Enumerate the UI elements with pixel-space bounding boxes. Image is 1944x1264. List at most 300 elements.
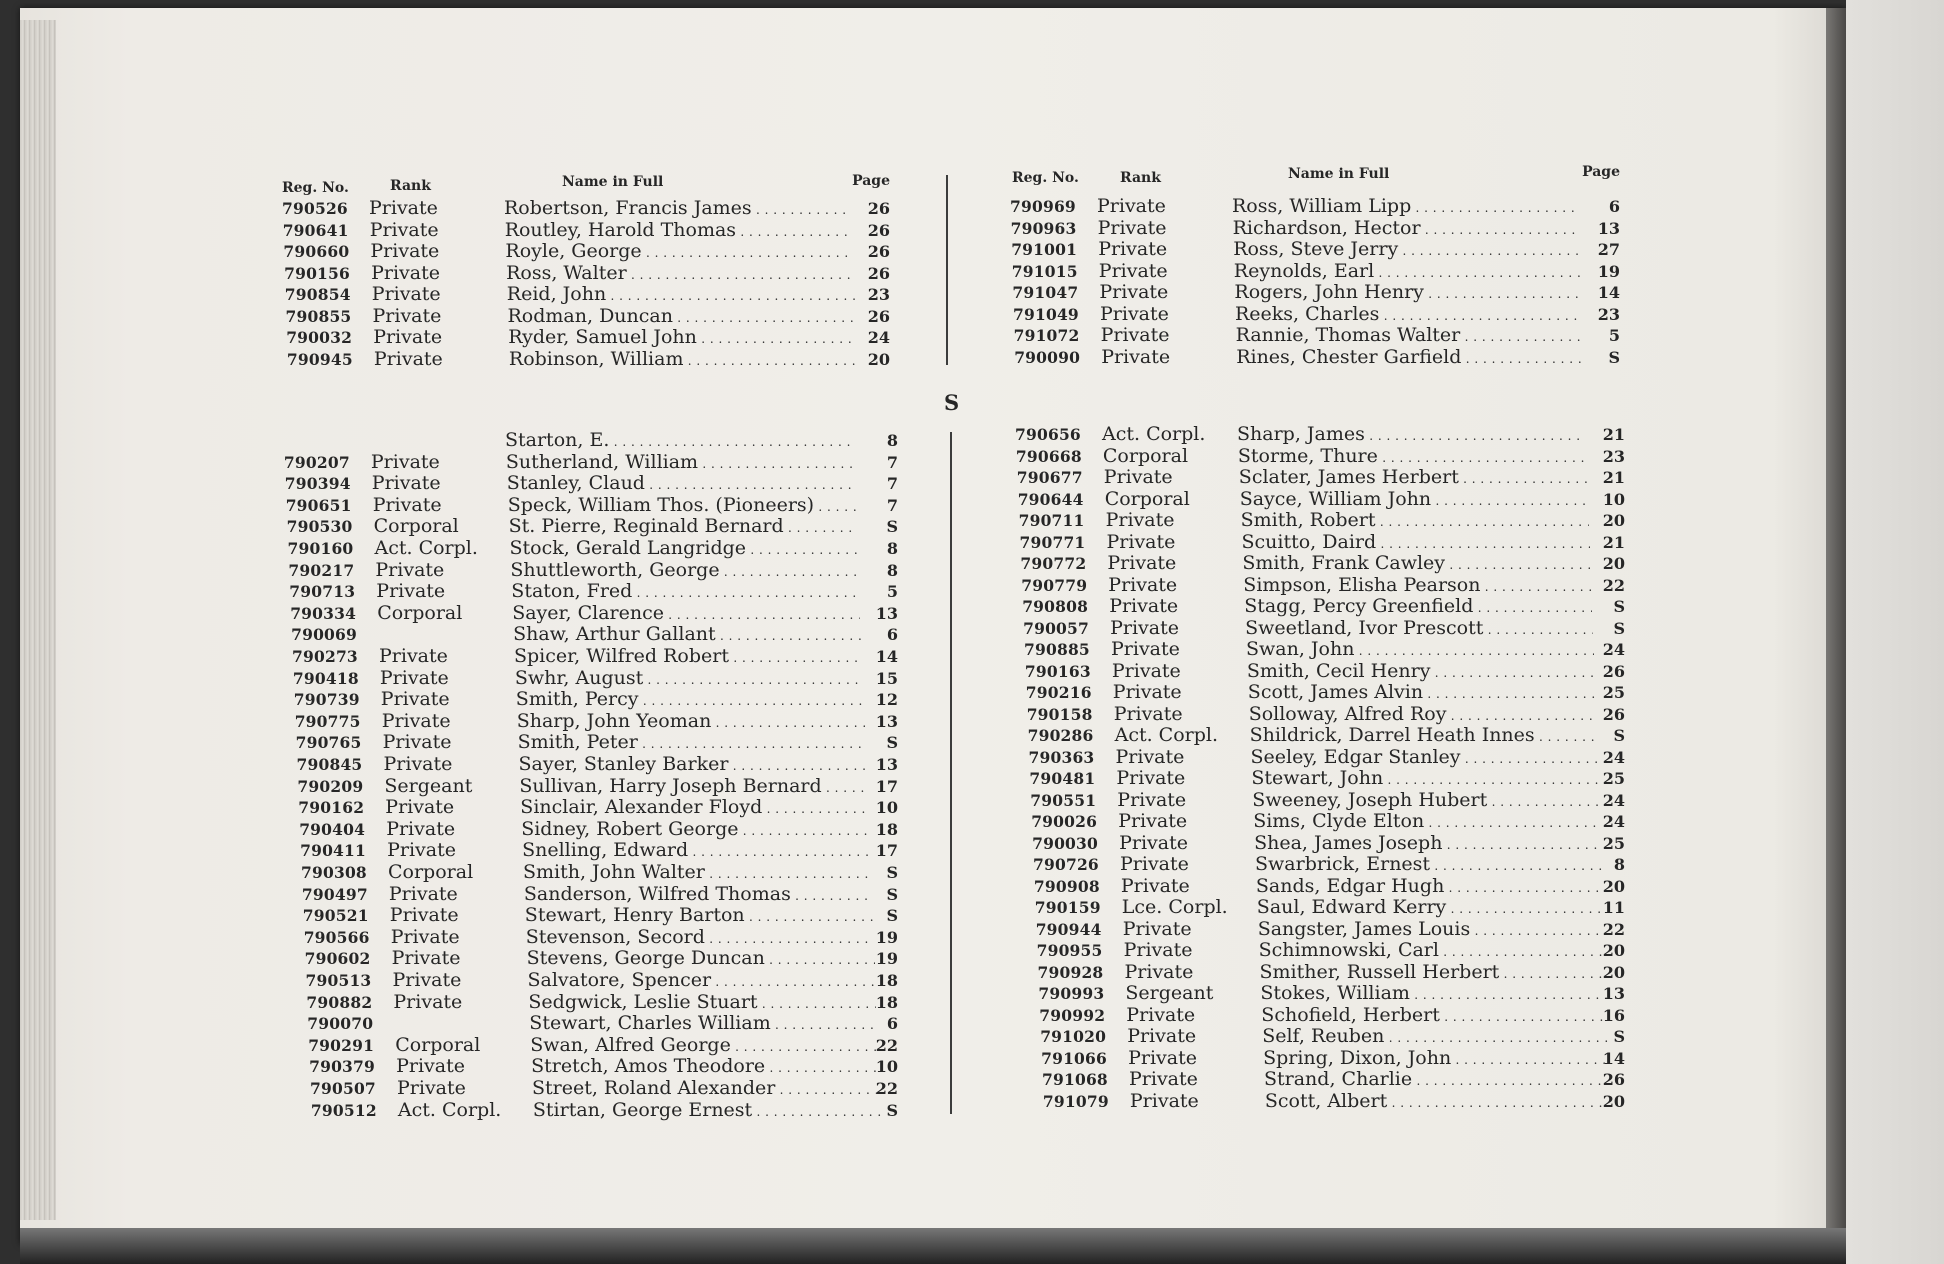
- table-row: [296, 732, 898, 753]
- name-cell: Sclater, James Herbert . . .: [1239, 467, 1587, 490]
- table-row: [1010, 196, 1620, 217]
- table-row: [1043, 1091, 1625, 1112]
- page-cell: S: [886, 1100, 898, 1120]
- page-cell: 8: [886, 560, 898, 580]
- page-cell: 22: [875, 1079, 898, 1098]
- name-cell: Smith, Cecil Henry . . .: [1247, 661, 1595, 684]
- reg-no-cell: 790526: [282, 199, 348, 218]
- reg-no-cell: 790845: [296, 755, 363, 774]
- page-cell: 10: [875, 798, 898, 818]
- table-row: [285, 284, 890, 305]
- name-cell: Snelling, Edward . . .: [522, 840, 870, 863]
- name-cell: Staton, Fred . . .: [511, 581, 859, 604]
- page-cell: 14: [1597, 283, 1620, 302]
- book-edge: [1826, 8, 1846, 1244]
- reg-no-cell: 790404: [299, 819, 366, 839]
- name-cell: Stokes, William . . .: [1260, 983, 1608, 1006]
- page-cell: S: [1613, 1027, 1625, 1046]
- name-cell: Stewart, John . . .: [1251, 768, 1599, 791]
- name-cell: Sweeney, Joseph Hubert . . .: [1252, 790, 1600, 813]
- table-row: [1032, 833, 1625, 854]
- page-cell: 20: [1602, 511, 1625, 530]
- name-cell: Self, Reuben . . .: [1262, 1026, 1610, 1049]
- reg-no-cell: 791072: [1013, 326, 1080, 345]
- name-cell: Sullivan, Harry Joseph Bernard . . .: [519, 776, 867, 799]
- table-row: [1031, 811, 1625, 832]
- name-cell: Scuitto, Daird . . .: [1242, 532, 1590, 555]
- table-row: [310, 1078, 898, 1099]
- rank-cell: Private: [380, 688, 450, 711]
- name-header: Name in Full: [1288, 166, 1390, 182]
- page-cell: 17: [875, 776, 898, 796]
- reg-no-cell: 790908: [1033, 876, 1100, 896]
- rank-cell: Private: [1113, 702, 1183, 725]
- name-cell: Rodman, Duncan . . .: [508, 306, 856, 329]
- name-cell: Robertson, Francis James . . .: [504, 198, 852, 221]
- page-cell: 20: [1602, 962, 1625, 982]
- rank-cell: Private: [381, 709, 451, 732]
- rank-cell: Private: [1127, 1025, 1197, 1047]
- table-row: [305, 948, 898, 969]
- table-row: [290, 603, 898, 624]
- name-cell: Smith, Peter . . .: [518, 732, 866, 755]
- rank-cell: Private: [1108, 573, 1178, 596]
- rank-cell: Private: [1107, 552, 1177, 574]
- name-cell: Seeley, Edgar Stanley . . .: [1251, 747, 1599, 770]
- name-cell: Spring, Dixon, John . . .: [1263, 1048, 1611, 1071]
- page-cell: 24: [1602, 747, 1625, 767]
- rank-cell: Private: [1111, 638, 1180, 660]
- page-cell: 17: [875, 841, 898, 861]
- reg-no-cell: 790273: [292, 647, 358, 666]
- name-cell: Smither, Russell Herbert . . .: [1260, 962, 1608, 985]
- s-right-table: [1015, 424, 1625, 1124]
- reg-no-cell: 790765: [295, 733, 362, 753]
- rank-cell: Private: [1105, 509, 1175, 531]
- name-cell: Ross, William Lipp . . .: [1232, 196, 1580, 219]
- page-cell: 13: [875, 603, 898, 623]
- table-row: [1012, 282, 1620, 303]
- reg-no-cell: 790808: [1022, 597, 1089, 616]
- rank-cell: Private: [1109, 595, 1179, 617]
- table-row: [1016, 446, 1625, 467]
- table-row: [1039, 1005, 1625, 1026]
- name-cell: Sidney, Robert George . . .: [521, 819, 869, 842]
- name-cell: Salvatore, Spencer . . .: [528, 970, 876, 993]
- page-cell: 21: [1602, 468, 1625, 487]
- rank-cell: Private: [386, 817, 456, 840]
- rank-header: Rank: [390, 178, 431, 194]
- name-cell: Stewart, Charles William . . .: [529, 1013, 877, 1036]
- reg-no-cell: 791015: [1011, 261, 1078, 281]
- reg-no-cell: 790334: [290, 603, 357, 623]
- reg-no-header: Reg. No.: [282, 180, 349, 196]
- reg-no-cell: 790660: [283, 242, 350, 261]
- table-row: [1028, 725, 1625, 746]
- table-row: [1029, 768, 1625, 789]
- page-cell: 18: [875, 992, 898, 1012]
- rank-cell: Private: [1118, 810, 1188, 832]
- page-cell: 5: [1608, 326, 1620, 345]
- name-cell: Smith, Percy . . .: [516, 689, 864, 712]
- name-cell: Stevens, George Duncan . . .: [527, 948, 875, 971]
- page-cell: 23: [1597, 304, 1620, 324]
- table-row: [283, 430, 898, 451]
- page-cell: 26: [867, 263, 890, 283]
- page-cell: 19: [875, 927, 898, 947]
- reg-no-cell: 790677: [1016, 468, 1083, 487]
- reg-no-cell: 790772: [1020, 554, 1087, 573]
- table-row: [306, 992, 898, 1013]
- rank-cell: Private: [389, 904, 459, 927]
- rank-cell: Private: [1120, 853, 1189, 875]
- reg-no-cell: 790481: [1029, 769, 1096, 788]
- reg-no-cell: 790992: [1039, 1005, 1106, 1025]
- page-cell: 25: [1602, 833, 1625, 853]
- page-cell: 10: [875, 1057, 898, 1077]
- table-row: [298, 797, 898, 818]
- page-cell: 20: [1602, 876, 1625, 896]
- rank-cell: Private: [1097, 195, 1166, 217]
- page-cell: 24: [1602, 640, 1625, 659]
- name-cell: Sanderson, Wilfred Thomas . . .: [524, 884, 872, 907]
- page-cell: 22: [1602, 919, 1625, 939]
- reg-no-cell: 790162: [298, 798, 365, 818]
- name-header: Name in Full: [562, 174, 664, 190]
- rank-cell: Private: [396, 1055, 465, 1078]
- reg-no-cell: 790928: [1037, 962, 1104, 982]
- page-cell: 23: [1602, 446, 1625, 466]
- page-cell: 14: [875, 647, 898, 666]
- rank-cell: Corporal: [1104, 487, 1190, 510]
- page-cell: 26: [867, 242, 890, 261]
- r-left-table: [282, 173, 890, 378]
- page-cell: 13: [1602, 984, 1625, 1003]
- table-row: [1038, 983, 1625, 1004]
- rank-cell: Private: [1115, 745, 1185, 768]
- page-cell: 13: [1597, 218, 1620, 238]
- reg-no-cell: 790775: [294, 711, 361, 731]
- reg-no-cell: 790507: [310, 1079, 376, 1098]
- reg-no-cell: 790530: [286, 517, 353, 537]
- rank-cell: Act. Corpl.: [374, 537, 478, 559]
- name-cell: Spicer, Wilfred Robert . . .: [514, 646, 862, 669]
- table-row: [283, 241, 890, 262]
- table-row: [301, 862, 898, 883]
- rank-cell: Private: [1098, 238, 1168, 260]
- rank-cell: Private: [1111, 659, 1181, 682]
- rank-cell: Corporal: [388, 861, 474, 883]
- name-cell: Royle, George . . .: [505, 241, 853, 264]
- bottom-shadow: [20, 1228, 1846, 1264]
- page-cell: 23: [867, 285, 890, 304]
- name-cell: Sharp, James . . .: [1237, 424, 1585, 447]
- name-cell: Ross, Walter . . .: [506, 263, 854, 286]
- reg-no-cell: 790418: [292, 668, 359, 688]
- reg-no-cell: 790291: [308, 1035, 375, 1055]
- rank-cell: Private: [1112, 681, 1182, 703]
- table-row: [1035, 897, 1625, 918]
- rank-cell: Private: [385, 796, 455, 819]
- name-cell: Stevenson, Secord . . .: [526, 927, 874, 950]
- reg-no-cell: 790217: [288, 560, 355, 580]
- table-row: [1020, 532, 1626, 553]
- reg-no-cell: 790551: [1030, 790, 1097, 810]
- table-row: [308, 1035, 898, 1056]
- reg-no-cell: 790159: [1034, 898, 1101, 917]
- rank-cell: Private: [393, 990, 463, 1013]
- table-row: [282, 198, 890, 219]
- page-cell: 21: [1602, 532, 1625, 552]
- page-cell: 24: [1602, 790, 1625, 810]
- table-row: [1033, 854, 1625, 875]
- table-row: [297, 754, 899, 775]
- table-row: [1026, 682, 1625, 703]
- rank-cell: Private: [369, 218, 439, 241]
- table-row: [284, 452, 898, 473]
- reg-no-cell: 790497: [301, 884, 368, 904]
- rank-cell: Private: [1098, 259, 1168, 282]
- rank-cell: Corporal: [395, 1033, 481, 1056]
- rank-cell: Private: [387, 839, 456, 862]
- rank-cell: Private: [373, 326, 443, 348]
- rank-cell: Private: [1129, 1068, 1198, 1090]
- page-cell: 19: [875, 949, 898, 969]
- name-cell: Sutherland, William . . .: [506, 452, 854, 475]
- reg-no-cell: 790656: [1015, 425, 1081, 444]
- table-row: [1041, 1048, 1625, 1069]
- reg-no-cell: 790411: [300, 841, 367, 861]
- rank-cell: Private: [1100, 324, 1170, 346]
- page-header: Page: [1582, 164, 1620, 180]
- page-cell: 14: [1602, 1048, 1625, 1068]
- name-cell: Scott, James Alvin . . .: [1248, 682, 1596, 705]
- table-row: [285, 473, 898, 494]
- name-cell: Robinson, William . . .: [509, 349, 857, 372]
- rank-cell: Private: [372, 304, 442, 327]
- table-row: [1014, 325, 1620, 346]
- page-cell: 20: [867, 349, 890, 369]
- rank-cell: Private: [1097, 216, 1167, 239]
- table-row: [304, 927, 898, 948]
- page-cell: S: [1613, 618, 1625, 638]
- table-row: [294, 689, 898, 710]
- table-row: [1015, 424, 1625, 445]
- rank-cell: Private: [375, 558, 445, 581]
- name-cell: Shildrick, Darrel Heath Innes . . .: [1250, 725, 1598, 748]
- reg-no-cell: 791066: [1041, 1048, 1108, 1068]
- table-row: [1020, 553, 1625, 574]
- name-cell: Simpson, Elisha Pearson . . .: [1243, 575, 1591, 598]
- rank-cell: Corporal: [1102, 444, 1189, 467]
- table-row: [287, 516, 898, 537]
- table-row: [1014, 347, 1620, 368]
- rank-cell: Private: [1117, 788, 1187, 811]
- reg-no-cell: 790163: [1024, 661, 1091, 681]
- column-rule-upper: [946, 175, 948, 365]
- rank-cell: Private: [1106, 530, 1176, 553]
- page-cell: 24: [867, 328, 890, 347]
- table-row: [286, 327, 890, 348]
- table-row: [303, 905, 898, 926]
- reg-no-cell: 790513: [305, 971, 372, 990]
- rank-cell: Sergeant: [384, 774, 473, 797]
- reg-no-cell: 790668: [1015, 446, 1082, 466]
- name-cell: Rogers, John Henry . . .: [1234, 282, 1582, 305]
- name-cell: Sayce, William John . . .: [1240, 489, 1588, 512]
- reg-no-cell: 790379: [309, 1057, 376, 1077]
- reg-no-cell: 790854: [284, 285, 351, 304]
- table-row: [1025, 661, 1625, 682]
- name-cell: Smith, Frank Cawley . . .: [1242, 553, 1590, 576]
- page-header: Page: [852, 173, 890, 189]
- name-cell: Saul, Edward Kerry . . .: [1257, 897, 1605, 920]
- name-cell: Stretch, Amos Theodore . . .: [531, 1056, 879, 1079]
- page-cell: 20: [1602, 1091, 1625, 1111]
- rank-cell: Private: [373, 347, 443, 370]
- rank-cell: Private: [379, 666, 449, 689]
- rank-cell: Private: [1099, 281, 1169, 303]
- reg-no-cell: 791068: [1042, 1070, 1108, 1089]
- name-cell: Shuttleworth, George . . .: [510, 560, 858, 583]
- table-row: [300, 840, 898, 861]
- table-row: [311, 1100, 898, 1121]
- name-cell: Reid, John . . .: [507, 284, 855, 307]
- page-cell: 20: [1602, 554, 1625, 573]
- rank-cell: Private: [1110, 616, 1179, 639]
- table-row: [1012, 261, 1620, 282]
- name-cell: Solloway, Alfred Roy . . .: [1249, 704, 1597, 727]
- rank-cell: Private: [371, 472, 441, 495]
- reg-no-cell: 790026: [1031, 812, 1098, 831]
- table-row: [1011, 218, 1620, 239]
- rank-cell: Private: [382, 731, 452, 754]
- page-cell: 8: [886, 539, 898, 558]
- page-cell: 21: [1602, 425, 1625, 444]
- name-cell: Stock, Gerald Langridge . . .: [510, 538, 858, 561]
- name-cell: Swarbrick, Ernest . . .: [1255, 854, 1603, 877]
- next-page-strip: [1846, 0, 1944, 1264]
- page-cell: 26: [1602, 661, 1625, 681]
- page-cell: 13: [875, 711, 898, 731]
- rank-cell: Private: [1119, 831, 1188, 854]
- rank-cell: Corporal: [373, 515, 459, 538]
- rank-cell: Private: [390, 925, 460, 948]
- reg-no-cell: 791020: [1040, 1027, 1107, 1046]
- page-cell: 13: [875, 755, 898, 774]
- page-cell: 26: [1602, 1070, 1625, 1089]
- page-cell: S: [886, 733, 898, 753]
- name-cell: Swan, John . . .: [1246, 639, 1594, 662]
- page-cell: S: [886, 517, 898, 537]
- table-row: [283, 220, 890, 241]
- name-cell: St. Pierre, Reginald Bernard . . .: [509, 516, 857, 539]
- rank-cell: Private: [383, 753, 453, 775]
- rank-cell: Private: [1123, 939, 1193, 961]
- table-row: [1021, 575, 1625, 596]
- reg-no-cell: 790069: [291, 625, 358, 645]
- name-cell: Sharp, John Yeoman . . .: [517, 711, 865, 734]
- name-cell: Sinclair, Alexander Floyd . . .: [520, 797, 868, 820]
- page-cell: 5: [886, 582, 898, 602]
- name-cell: Rines, Chester Garfield . . .: [1236, 347, 1584, 370]
- reg-no-cell: 790713: [289, 582, 356, 602]
- table-row: [1011, 239, 1620, 260]
- page-cell: 7: [886, 495, 898, 515]
- reg-no-cell: 790207: [283, 452, 350, 472]
- rank-cell: Private: [397, 1077, 466, 1099]
- name-cell: Ryder, Samuel John . . .: [508, 327, 856, 350]
- page-cell: 6: [1608, 197, 1620, 216]
- table-row: [284, 263, 890, 284]
- table-row: [306, 970, 899, 991]
- rank-cell: Private: [371, 283, 441, 305]
- table-row: [1019, 510, 1625, 531]
- reg-no-cell: 790993: [1038, 984, 1105, 1003]
- table-row: [286, 306, 891, 327]
- table-row: [1038, 962, 1626, 983]
- page-cell: 19: [1597, 261, 1620, 281]
- table-row: [297, 776, 898, 797]
- name-cell: Reeks, Charles . . .: [1235, 304, 1583, 327]
- page-cell: 22: [1602, 575, 1625, 595]
- table-row: [1042, 1069, 1625, 1090]
- table-row: [1030, 790, 1625, 811]
- name-cell: Stewart, Henry Barton . . .: [525, 905, 873, 928]
- rank-cell: Private: [1116, 767, 1186, 789]
- page-cell: 8: [886, 431, 898, 450]
- reg-no-cell: 790726: [1033, 855, 1099, 874]
- rank-cell: Private: [370, 240, 440, 262]
- table-row: [289, 581, 898, 602]
- name-cell: Sweetland, Ivor Prescott . . .: [1245, 618, 1593, 641]
- table-row: [295, 711, 898, 732]
- table-row: [288, 538, 899, 559]
- page-cell: 16: [1602, 1005, 1625, 1025]
- page-cell: 8: [1613, 855, 1625, 874]
- reg-no-cell: 791049: [1013, 304, 1079, 324]
- rank-cell: Private: [392, 969, 462, 991]
- name-cell: Sangster, James Louis . . .: [1258, 919, 1606, 942]
- reg-no-cell: 790521: [302, 906, 369, 926]
- table-row: [1023, 618, 1625, 639]
- table-row: [291, 624, 898, 645]
- reg-no-cell: 790160: [287, 539, 354, 558]
- page-cell: S: [886, 884, 898, 904]
- page-cell: 15: [875, 668, 898, 688]
- reg-no-cell: 790779: [1021, 575, 1088, 595]
- page-cell: 24: [1602, 812, 1625, 831]
- reg-no-cell: 790771: [1019, 532, 1086, 552]
- page-cell: 25: [1602, 683, 1625, 702]
- table-row: [287, 349, 890, 370]
- table-row: [1022, 596, 1625, 617]
- name-cell: Starton, E. . . .: [505, 430, 853, 453]
- name-cell: Rannie, Thomas Walter . . .: [1236, 325, 1584, 348]
- rank-cell: Private: [1126, 1003, 1196, 1026]
- page-cell: 12: [875, 690, 898, 710]
- name-cell: Ross, Steve Jerry . . .: [1233, 239, 1581, 262]
- page-cell: S: [886, 906, 898, 926]
- page-cell: 7: [886, 474, 898, 494]
- table-row: [1037, 940, 1625, 961]
- reg-no-cell: 790090: [1014, 347, 1081, 367]
- rank-cell: Act. Corpl.: [397, 1098, 502, 1121]
- table-row: [1036, 919, 1625, 940]
- page-cell: 10: [1602, 489, 1625, 509]
- reg-no-cell: 790209: [297, 776, 364, 796]
- reg-no-cell: 790394: [284, 474, 351, 494]
